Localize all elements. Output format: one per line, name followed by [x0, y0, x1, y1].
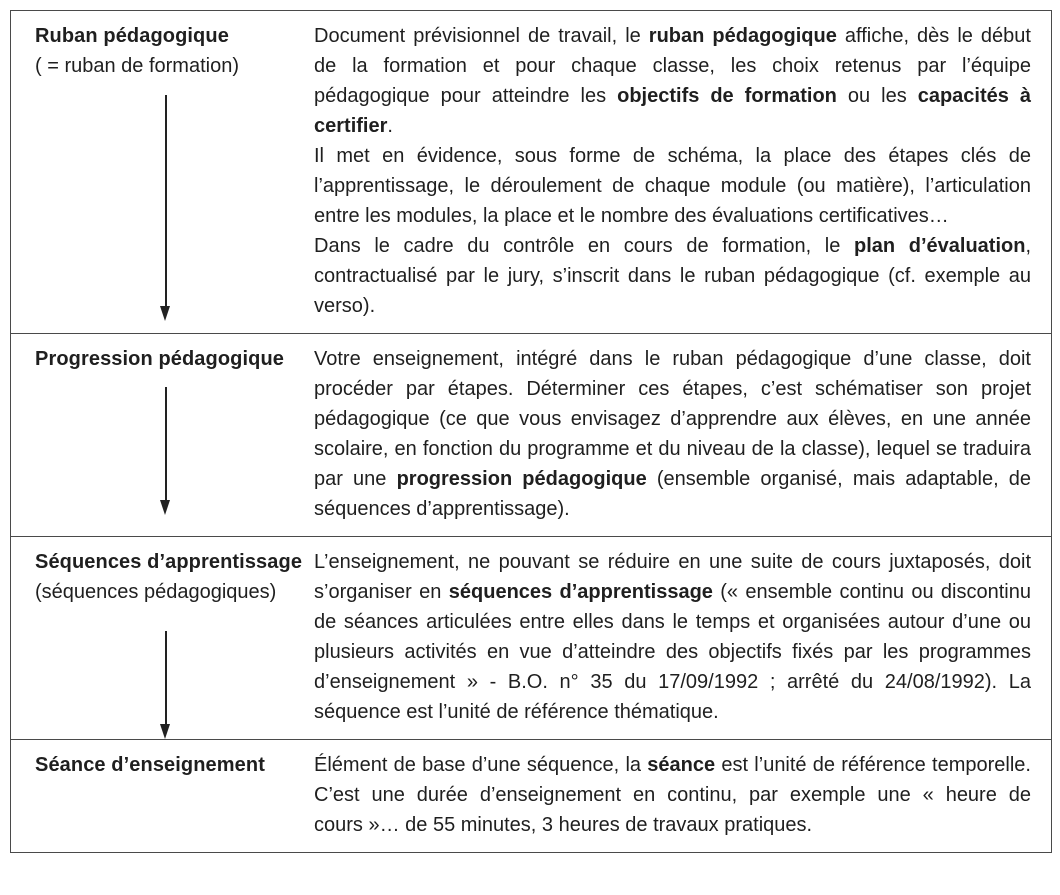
text-run: Élément de base d’une séquence, la — [314, 754, 648, 776]
bold-term: progression pédagogique — [396, 468, 647, 490]
table-row — [11, 11, 1052, 334]
description-cell — [306, 11, 1052, 334]
description-text — [314, 344, 1031, 524]
term-title: Séance d’enseignement — [35, 754, 265, 776]
bold-term: ruban pédagogique — [648, 25, 837, 47]
description-text — [314, 21, 1031, 321]
description-text — [314, 750, 1031, 840]
term-cell — [11, 11, 307, 334]
table-row — [11, 537, 1052, 740]
term-subtitle: (séquences pédagogiques) — [35, 581, 277, 603]
term-title: Séquences d’apprentissage — [35, 551, 303, 573]
description-paragraph — [314, 547, 1031, 727]
term-cell — [11, 740, 307, 853]
description-cell — [306, 334, 1052, 537]
table-row — [11, 334, 1052, 537]
bold-term: capacités à certifier — [314, 85, 1032, 137]
text-run: (« ensemble continu ou discontinu de séances articulées entre elles dans le temps et organisées autour d’une ou plusieurs activités en vue d’atteindre des objectifs fixés par les programmes d’enseignement » - B.O. n° 35 du 17/09/1992 ; arrêté du 24/08/1992). La séquence est l’unité de référence thématique. — [314, 581, 1031, 723]
description-paragraph — [314, 344, 1031, 524]
text-run: Il met en évidence, sous forme de schéma, la place des étapes clés de l’apprentissage, le déroulement de chaque module (ou matière), l’articulation entre les modules, la place et le nombre des évaluations certificatives… — [314, 145, 1031, 227]
bold-term: séance — [647, 754, 716, 776]
term-cell — [11, 537, 307, 740]
text-run: (ensemble organisé, mais adaptable, de séquences d’apprentissage). — [314, 468, 1032, 520]
definitions-table — [10, 10, 1052, 853]
term-title: Ruban pédagogique — [35, 25, 229, 47]
text-run: affiche, dès le début de la formation et pour chaque classe, les choix retenus par l’équipe pédagogique pour atteindre les — [314, 25, 1031, 107]
text-run: L’enseignement, ne pouvant se réduire en une suite de cours juxtaposés, doit s’organiser en — [314, 551, 1031, 603]
text-run: Dans le cadre du contrôle en cours de formation, le — [314, 235, 854, 257]
text-run: Document prévisionnel de travail, le — [314, 25, 649, 47]
text-run: ou les — [836, 85, 918, 107]
bold-term: séquences d’apprentissage — [448, 581, 713, 603]
text-run: , contractualisé par le jury, s’inscrit dans le ruban pédagogique (cf. exemple au verso). — [314, 235, 1032, 317]
bold-term: objectifs de formation — [617, 85, 837, 107]
term-subtitle: ( = ruban de formation) — [35, 55, 239, 77]
description-paragraph — [314, 141, 1031, 231]
description-paragraph — [314, 21, 1031, 141]
term-title: Progression pédagogique — [35, 348, 284, 370]
bold-term: plan d’évaluation — [854, 235, 1026, 257]
text-run: Votre enseignement, intégré dans le ruban pédagogique d’une classe, doit procéder par étapes. Déterminer ces étapes, c’est schématiser son projet pédagogique (ce que vous envisagez d’apprendre aux élèves, en une année scolaire, en fonction du programme et du niveau de la classe), lequel se traduira par une — [314, 348, 1031, 490]
description-paragraph — [314, 750, 1031, 840]
description-cell — [306, 537, 1052, 740]
description-paragraph — [314, 231, 1031, 321]
text-run: est l’unité de référence temporelle. C’est une durée d’enseignement en continu, par exemple une « heure de cours »… de 55 minutes, 3 heures de travaux pratiques. — [314, 754, 1031, 836]
table-row — [11, 740, 1052, 853]
description-text — [314, 547, 1031, 727]
description-cell — [306, 740, 1052, 853]
text-run: . — [387, 115, 393, 137]
term-cell — [11, 334, 307, 537]
